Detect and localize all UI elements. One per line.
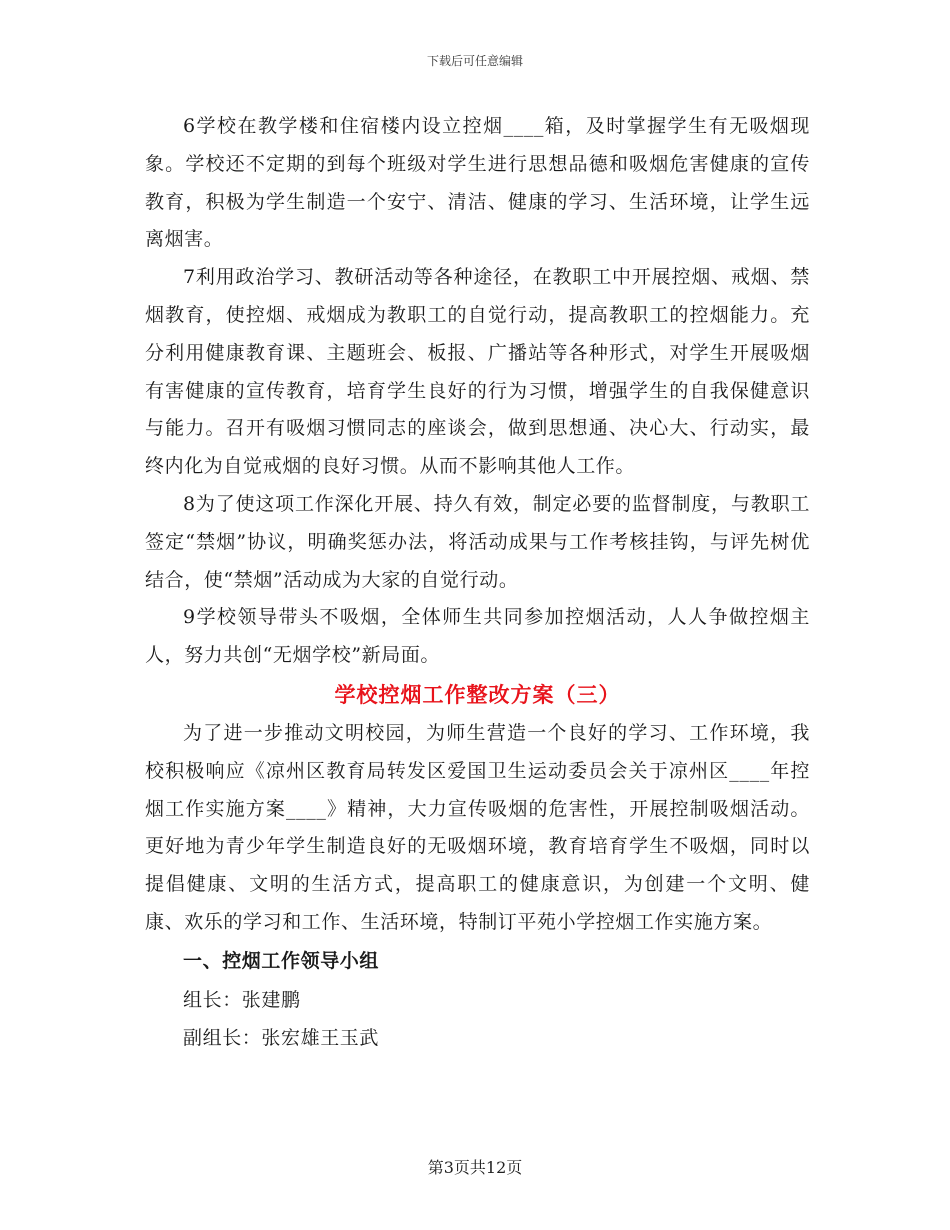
section-title: 学校控烟工作整改方案（三）	[334, 681, 621, 707]
group-deputy-leader: 副组长：张宏雄王玉武	[183, 1026, 380, 1049]
page-header-note: 下载后可任意编辑	[426, 54, 523, 68]
paragraph-8: 8为了使这项工作深化开展、持久有效，制定必要的监督制度，与教职工签定“禁烟”协议，明确奖惩办法，将活动成果与工作考核挂钩，与评先树优结合，使“禁烟”活动成为大家的自觉行动。	[145, 492, 810, 591]
group-leader: 组长：张建鹏	[183, 988, 301, 1011]
page-number: 第3页共12页	[427, 1158, 523, 1177]
section-intro: 为了进一步推动文明校园，为师生营造一个良好的学习、工作环境，我校积极响应《凉州区教育局转发区爱国卫生运动委员会关于凉州区____年控烟工作实施方案____》精神，大力宣传吸烟的危害性，开展控制吸烟活动。更好地为青少年学生制造良好的无吸烟环境，教育培育学生不吸烟，同时以提倡健康、文明的生活方式，提高职工的健康意识，为创建一个文明、健康、欢乐的学习和工作、生活环境，特制订平苑小学控烟工作实施方案。	[145, 721, 810, 933]
document-body	[145, 108, 810, 1057]
paragraph-6: 6学校在教学楼和住宿楼内设立控烟____箱，及时掌握学生有无吸烟现象。学校还不定期的到每个班级对学生进行思想品德和吸烟危害健康的宣传教育，积极为学生制造一个安宁、清洁、健康的学习、生活环境，让学生远离烟害。	[145, 115, 810, 251]
leadership-group-heading: 一、控烟工作领导小组	[183, 949, 380, 972]
paragraph-7: 7利用政治学习、教研活动等各种途径，在教职工中开展控烟、戒烟、禁烟教育，使控烟、戒烟成为教职工的自觉行动，提高教职工的控烟能力。充分利用健康教育课、主题班会、板报、广播站等各种形式，对学生开展吸烟有害健康的宣传教育，培育学生良好的行为习惯，增强学生的自我保健意识与能力。召开有吸烟习惯同志的座谈会，做到思想通、决心大、行动实，最终内化为自觉戒烟的良好习惯。从而不影响其他人工作。	[145, 266, 810, 478]
paragraph-9: 9学校领导带头不吸烟，全体师生共同参加控烟活动，人人争做控烟主人，努力共创“无烟学校”新局面。	[145, 606, 810, 667]
